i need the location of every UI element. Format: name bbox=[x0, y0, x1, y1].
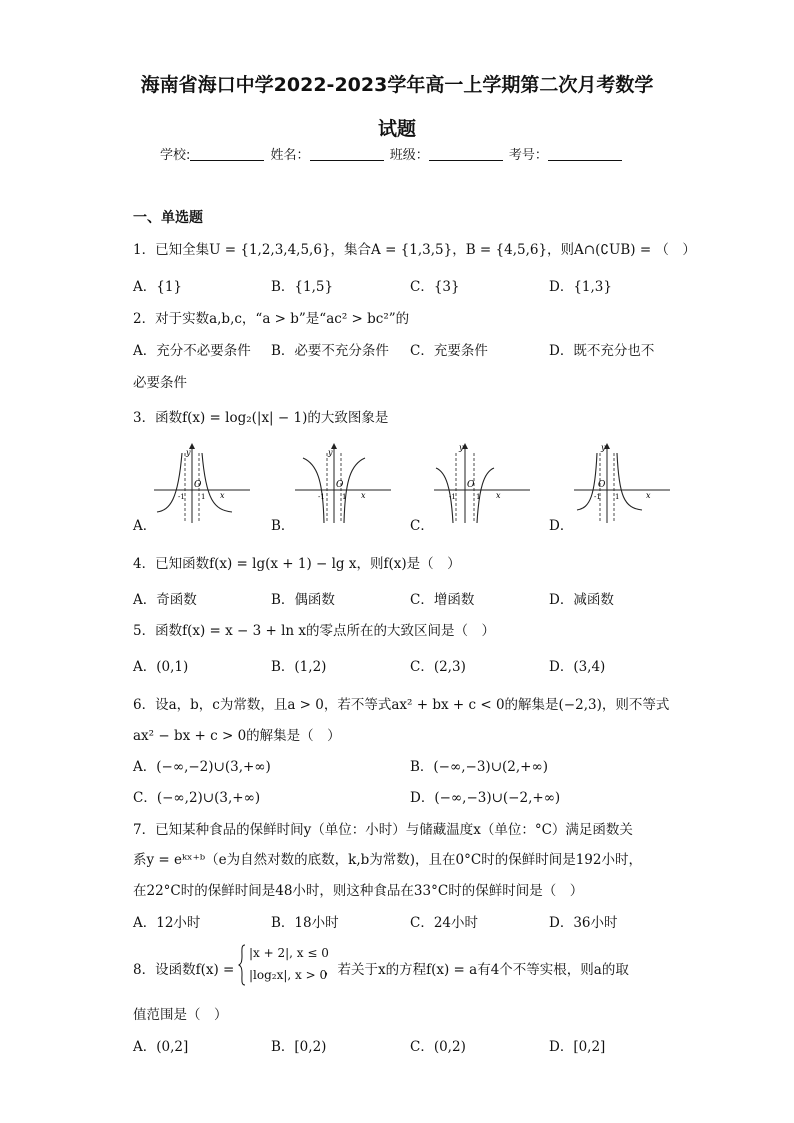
exam-title-line2: 试题 bbox=[377, 118, 416, 140]
q2-stem: 2．对于实数a,b,c，“a > b”是“ac² > bc²”的 bbox=[133, 311, 410, 327]
q5-stem: 5．函数f(x) = x − 3 + ln x的零点所在的大致区间是（ ） bbox=[133, 623, 496, 639]
q3-graph-c[interactable] bbox=[432, 438, 532, 528]
q6-stem-line1: 6．设a，b，c为常数，且a > 0，若不等式ax² + bx + c < 0的解集是(−2,3)，则不等式 bbox=[133, 697, 670, 713]
q8-stem-prefix: 8．设函数f(x) = bbox=[133, 962, 235, 978]
q3-graph-d[interactable] bbox=[572, 438, 672, 528]
svg-text:1: 1 bbox=[615, 493, 620, 501]
class-blank[interactable] bbox=[429, 148, 503, 161]
q7-option-b[interactable]: B．18小时 bbox=[271, 915, 339, 931]
q8-case-1: |x + 2|, x ≤ 0 bbox=[249, 946, 329, 960]
q2-option-c[interactable]: C．充要条件 bbox=[410, 343, 488, 359]
q6-stem-line2: ax² − bx + c > 0的解集是（ ） bbox=[133, 728, 341, 744]
q4-option-d[interactable]: D．减函数 bbox=[549, 592, 614, 608]
name-blank[interactable] bbox=[310, 148, 384, 161]
svg-text:-1: -1 bbox=[594, 493, 601, 501]
q4-option-c[interactable]: C．增函数 bbox=[410, 592, 475, 608]
q8-option-d[interactable]: D．[0,2] bbox=[549, 1039, 606, 1055]
q6-option-d[interactable]: D．(−∞,−3)∪(−2,+∞) bbox=[410, 790, 561, 806]
q3-option-a[interactable]: A． bbox=[133, 518, 157, 534]
q4-option-a[interactable]: A．奇函数 bbox=[133, 592, 197, 608]
svg-text:1: 1 bbox=[476, 493, 481, 501]
q8-option-b[interactable]: B．[0,2) bbox=[271, 1039, 327, 1055]
q3-option-b[interactable]: B． bbox=[271, 518, 295, 534]
q7-stem-line2: 系y = eᵏˣ⁺ᵇ（e为自然对数的底数，k,b为常数)，且在0°C时的保鲜时间是192小时， bbox=[133, 852, 642, 868]
q6-option-a[interactable]: A．(−∞,−2)∪(3,+∞) bbox=[133, 759, 271, 775]
q3-option-d[interactable]: D． bbox=[549, 518, 574, 534]
q6-option-c[interactable]: C．(−∞,2)∪(3,+∞) bbox=[133, 790, 261, 806]
q5-option-a[interactable]: A．(0,1) bbox=[133, 659, 189, 675]
svg-text:O: O bbox=[194, 480, 202, 490]
q7-option-a[interactable]: A．12小时 bbox=[133, 915, 201, 931]
q1-option-d[interactable]: D．{1,3} bbox=[549, 279, 612, 295]
q8-case-2: |log₂x|, x > 0 bbox=[249, 968, 328, 982]
q7-stem-line1: 7．已知某种食品的保鲜时间y（单位：小时）与储藏温度x（单位：°C）满足函数关 bbox=[133, 822, 633, 838]
q1-stem: 1．已知全集U = {1,2,3,4,5,6}，集合A = {1,3,5}，B = {4,5,6}，则A∩(∁UB) = （ ） bbox=[133, 242, 696, 258]
name-label: 姓名： bbox=[270, 148, 310, 163]
svg-text:-1: -1 bbox=[318, 493, 325, 501]
school-blank[interactable] bbox=[190, 148, 264, 161]
class-label: 班级： bbox=[389, 148, 429, 163]
q1-option-b[interactable]: B．{1,5} bbox=[271, 279, 334, 295]
q6-option-b[interactable]: B．(−∞,−3)∪(2,+∞) bbox=[410, 759, 548, 775]
school-label: 学校: bbox=[160, 148, 191, 163]
svg-text:1: 1 bbox=[342, 493, 347, 501]
q5-option-d[interactable]: D．(3,4) bbox=[549, 659, 606, 675]
svg-text:x: x bbox=[220, 491, 225, 500]
q4-stem: 4．已知函数f(x) = lg(x + 1) − lg x，则f(x)是（ ） bbox=[133, 556, 461, 572]
q7-option-c[interactable]: C．24小时 bbox=[410, 915, 479, 931]
q8-option-c[interactable]: C．(0,2) bbox=[410, 1039, 466, 1055]
exam-number-blank[interactable] bbox=[548, 148, 622, 161]
q3-stem: 3．函数f(x) = log₂(|x| − 1)的大致图象是 bbox=[133, 410, 389, 426]
q5-option-b[interactable]: B．(1,2) bbox=[271, 659, 327, 675]
student-info-fields bbox=[160, 144, 624, 163]
q8-stem-post: ，若关于x的方程f(x) = a有4个不等实根，则a的取 bbox=[324, 962, 629, 978]
q8-option-a[interactable]: A．(0,2] bbox=[133, 1039, 189, 1055]
svg-text:O: O bbox=[467, 480, 475, 490]
q1-option-a[interactable]: A．{1} bbox=[133, 279, 183, 295]
exam-title-line1: 海南省海口中学2022-2023学年高一上学期第二次月考数学 bbox=[140, 74, 654, 96]
svg-text:x: x bbox=[361, 491, 366, 500]
q2-option-d-cont: 必要条件 bbox=[133, 375, 187, 391]
svg-text:-1: -1 bbox=[178, 493, 185, 501]
q7-stem-line3: 在22°C时的保鲜时间是48小时，则这种食品在33°C时的保鲜时间是（ ） bbox=[133, 883, 584, 899]
q5-option-c[interactable]: C．(2,3) bbox=[410, 659, 466, 675]
q3-graph-a[interactable] bbox=[152, 438, 252, 528]
svg-text:O: O bbox=[336, 480, 344, 490]
svg-text:y: y bbox=[459, 443, 464, 452]
section-heading: 一、单选题 bbox=[133, 210, 203, 226]
q3-option-c[interactable]: C． bbox=[410, 518, 434, 534]
svg-text:x: x bbox=[496, 491, 501, 500]
svg-text:y: y bbox=[328, 448, 333, 457]
svg-text:O: O bbox=[598, 480, 606, 490]
q2-option-d[interactable]: D．既不充分也不 bbox=[549, 343, 655, 359]
svg-text:y: y bbox=[601, 443, 606, 452]
q8-brace bbox=[238, 944, 246, 986]
q8-stem-line2: 值范围是（ ） bbox=[133, 1007, 228, 1023]
svg-text:x: x bbox=[646, 491, 651, 500]
exam-number-label: 考号： bbox=[508, 148, 548, 163]
q7-option-d[interactable]: D．36小时 bbox=[549, 915, 618, 931]
svg-text:y: y bbox=[186, 448, 191, 457]
q4-option-b[interactable]: B．偶函数 bbox=[271, 592, 335, 608]
q1-option-c[interactable]: C．{3} bbox=[410, 279, 460, 295]
q2-option-b[interactable]: B．必要不充分条件 bbox=[271, 343, 389, 359]
svg-text:1: 1 bbox=[201, 493, 206, 501]
q3-graph-b[interactable] bbox=[293, 438, 393, 528]
q2-option-a[interactable]: A．充分不必要条件 bbox=[133, 343, 251, 359]
svg-text:-1: -1 bbox=[449, 493, 456, 501]
